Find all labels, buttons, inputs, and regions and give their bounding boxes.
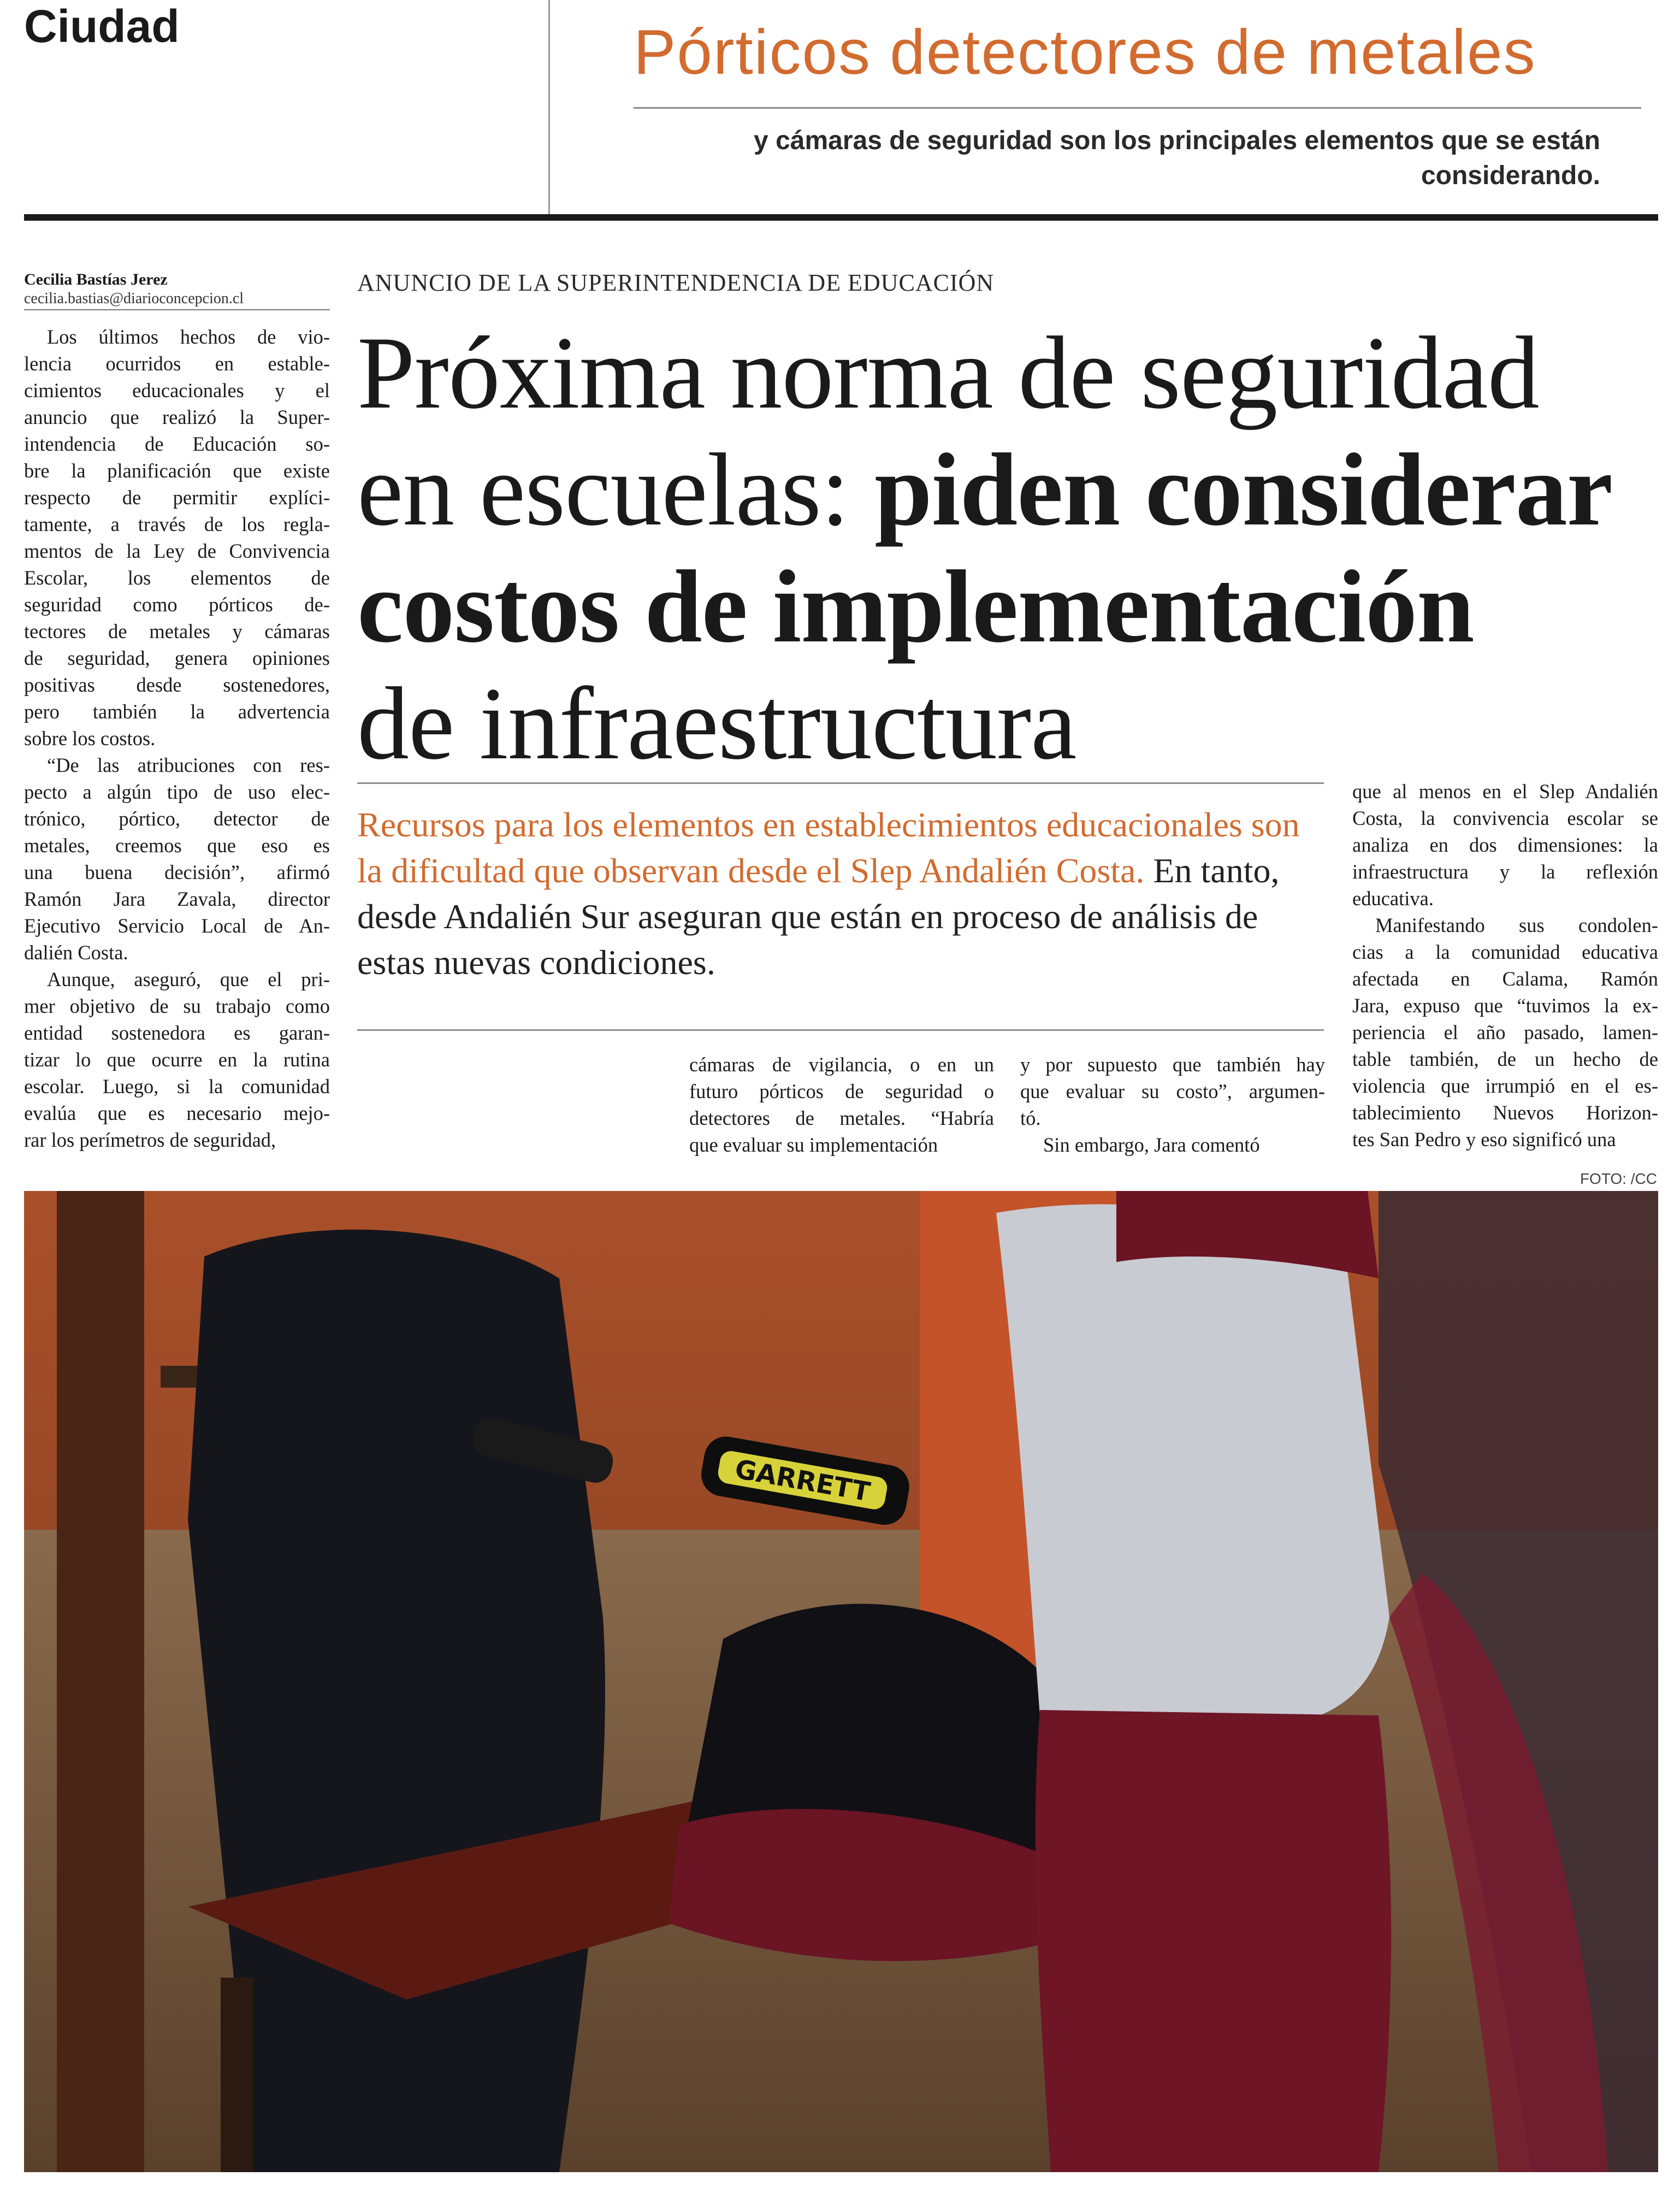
- body-line: mer objetivo de su trabajo como: [24, 995, 330, 1017]
- body-line: table también, de un hecho de: [1352, 1048, 1658, 1070]
- body-paragraph: [1020, 1131, 1325, 1158]
- headline-kicker: ANUNCIO DE LA SUPERINTENDENCIA DE EDUCACIÓN: [357, 269, 995, 296]
- body-line: pecto a algún tipo de uso elec-: [24, 781, 330, 803]
- photo-detector-brand: GARRETT: [732, 1454, 873, 1508]
- body-line: dalién Costa.: [24, 941, 128, 964]
- body-line: Aunque, aseguró, que el pri-: [47, 968, 330, 990]
- body-line: una buena decisión”, afirmó: [24, 861, 330, 883]
- lead-orange: Recursos para los elementos en establecimientos educacionales son la dificultad que observan desde el Slep Andalién Costa.: [357, 805, 1300, 890]
- photo-left-pillar: [57, 1191, 144, 2172]
- headline-line-1: Próxima norma de seguridad: [357, 316, 1539, 430]
- body-line: futuro pórticos de seguridad o: [689, 1080, 994, 1102]
- body-paragraph: [24, 752, 330, 966]
- body-line: detectores de metales. “Habría: [689, 1107, 994, 1129]
- body-line: respecto de permitir explíci-: [24, 486, 330, 509]
- body-line: seguridad como pórticos de-: [24, 593, 330, 616]
- photo-student-top: [996, 1204, 1389, 1726]
- body-line: tó.: [1020, 1107, 1041, 1129]
- body-line: Manifestando sus condolen-: [1375, 914, 1658, 936]
- body-line: cimientos educacionales y el: [24, 379, 330, 402]
- article-photo: [24, 1191, 1658, 2172]
- headline: [357, 315, 1657, 782]
- body-line: mentos de la Ley de Convivencia: [24, 540, 330, 562]
- byline-rule: [24, 309, 330, 310]
- body-paragraph: [24, 323, 330, 752]
- kicker-rule: [634, 107, 1641, 109]
- body-paragraph: [1352, 778, 1658, 912]
- body-line: trónico, pórtico, detector de: [24, 807, 330, 830]
- photo-table-leg: [221, 1978, 253, 2172]
- kicker-subtitle: y cámaras de seguridad son los principales elementos que se están considerando.: [754, 126, 1600, 190]
- body-line: intendencia de Educación so-: [24, 433, 330, 455]
- section-label: Ciudad: [24, 1, 180, 52]
- body-line: educativa.: [1352, 887, 1434, 910]
- lead-black: En tanto, desde Andalién Sur aseguran que están en proceso de análisis de estas nuevas condiciones.: [357, 851, 1280, 982]
- body-line: Ejecutivo Servicio Local de An-: [24, 915, 330, 937]
- body-paragraph: [1020, 1051, 1325, 1131]
- photo-credit: FOTO: /CC: [1580, 1170, 1657, 1187]
- body-line: Ramón Jara Zavala, director: [24, 888, 330, 910]
- byline-email: cecilia.bastias@diarioconcepcion.cl: [24, 290, 244, 307]
- body-line: anuncio que realizó la Super-: [24, 406, 330, 428]
- body-line: Costa, la convivencia escolar se: [1352, 807, 1658, 829]
- body-line: lencia ocurridos en estable-: [24, 352, 330, 375]
- body-line: Jara, expuso que “tuvimos la ex-: [1352, 994, 1658, 1017]
- body-line: entidad sostenedora es garan-: [24, 1022, 330, 1044]
- body-column-2: [689, 1051, 994, 1158]
- headline-line-2-regular: en escuelas:: [357, 433, 875, 547]
- body-line: sobre los costos.: [24, 727, 156, 750]
- body-line: metales, creemos que eso es: [24, 834, 330, 857]
- body-paragraph: [24, 966, 330, 1153]
- kicker-title: Pórticos detectores de metales: [634, 16, 1536, 87]
- lead-rule-top: [357, 782, 1324, 784]
- body-paragraph: [689, 1051, 994, 1158]
- body-line: violencia que irrumpió en el es-: [1352, 1075, 1658, 1097]
- lead-paragraph: [357, 802, 1324, 986]
- body-column-4: [1352, 778, 1658, 1153]
- byline-author: Cecilia Bastías Jerez: [24, 270, 168, 288]
- body-line: Los últimos hechos de vio-: [47, 326, 330, 348]
- body-column-3: [1020, 1051, 1325, 1158]
- headline-line-4: de infraestructura: [357, 667, 1076, 781]
- body-line: que al menos en el Slep Andalién: [1352, 780, 1658, 803]
- headline-line-2-bold: piden considerar: [874, 433, 1613, 547]
- headline-line-2: [357, 432, 1657, 548]
- body-line: Escolar, los elementos de: [24, 567, 330, 589]
- photo-illustration: [24, 1191, 1658, 2172]
- body-line: tamente, a través de los regla-: [24, 513, 330, 535]
- body-line: analiza en dos dimensiones: la: [1352, 834, 1658, 856]
- body-line: que evaluar su implementación: [689, 1134, 938, 1156]
- body-line: positivas desde sostenedores,: [24, 674, 330, 696]
- body-line: y por supuesto que también hay: [1020, 1053, 1325, 1076]
- body-line: pero también la advertencia: [24, 700, 330, 723]
- body-line: periencia el año pasado, lamen-: [1352, 1021, 1658, 1043]
- top-rule: [24, 214, 1658, 221]
- body-line: Sin embargo, Jara comentó: [1043, 1134, 1260, 1156]
- body-line: tectores de metales y cámaras: [24, 620, 330, 642]
- photo-student-pants: [1036, 1710, 1391, 2172]
- headline-line-3-bold: costos de implementación: [357, 550, 1474, 664]
- body-line: “De las atribuciones con res-: [47, 754, 330, 776]
- body-line: tizar lo que ocurre en la rutina: [24, 1048, 330, 1071]
- body-line: escolar. Luego, si la comunidad: [24, 1075, 330, 1098]
- body-column-1: [24, 323, 330, 1153]
- body-line: cámaras de vigilancia, o en un: [689, 1053, 994, 1076]
- body-line: que evaluar su costo”, argumen-: [1020, 1080, 1325, 1102]
- body-paragraph: [1352, 912, 1658, 1153]
- body-line: evalúa que es necesario mejo-: [24, 1102, 330, 1124]
- body-line: tablecimiento Nuevos Horizon-: [1352, 1101, 1658, 1124]
- header-divider: [548, 0, 550, 214]
- body-line: afectada en Calama, Ramón: [1352, 968, 1658, 990]
- body-line: bre la planificación que existe: [24, 459, 330, 482]
- body-line: infraestructura y la reflexión: [1352, 860, 1658, 883]
- headline-line-3: [357, 548, 1657, 665]
- body-line: rar los perímetros de seguridad,: [24, 1129, 276, 1151]
- lead-rule-bottom: [357, 1029, 1324, 1031]
- body-line: de seguridad, genera opiniones: [24, 647, 330, 669]
- body-line: tes San Pedro y eso significó una: [1352, 1128, 1616, 1151]
- body-line: cias a la comunidad educativa: [1352, 941, 1658, 963]
